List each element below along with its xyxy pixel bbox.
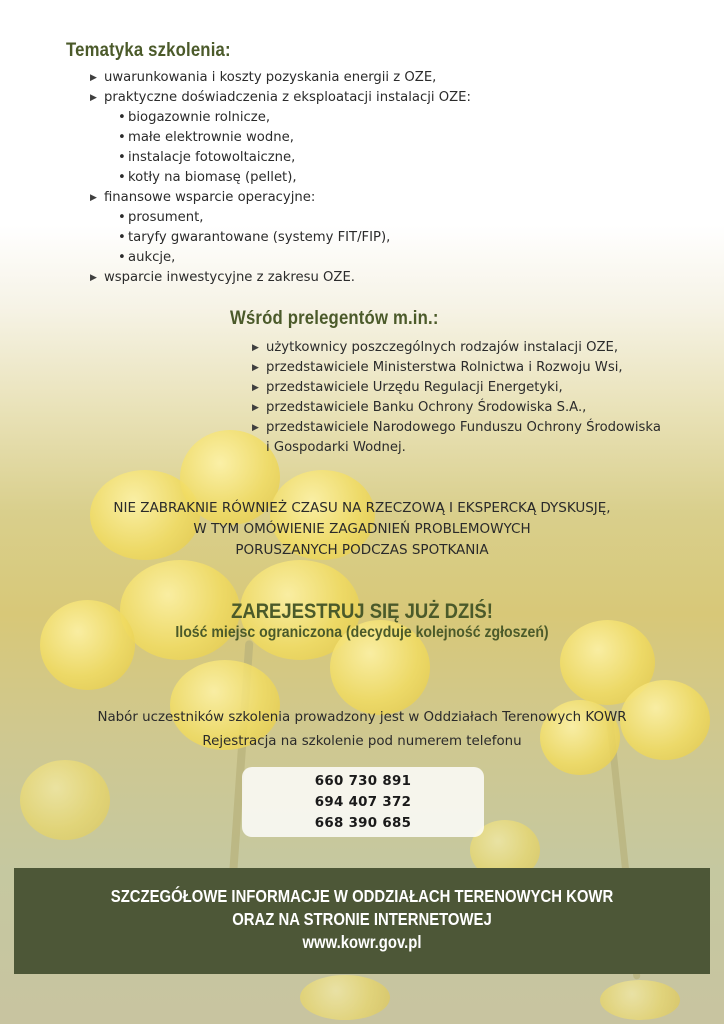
triangle-right-icon: ▶: [252, 423, 259, 433]
triangle-right-icon: ▶: [90, 93, 97, 103]
triangle-right-icon: ▶: [252, 403, 259, 413]
list-item: • kotły na biomasę (pellet),: [90, 168, 471, 188]
bullet-icon: •: [118, 110, 126, 125]
triangle-right-icon: ▶: [90, 193, 97, 203]
phone-number[interactable]: 660 730 891: [314, 774, 412, 789]
registration-info: Nabór uczestników szkolenia prowadzony jest w Oddziałach Terenowych KOWR Rejestracja na szkolenie pod numerem telefonu: [97, 710, 627, 749]
list-item: • instalacje fotowoltaiczne,: [90, 148, 471, 168]
bullet-icon: •: [118, 150, 126, 165]
registration-title: ZAREJESTRUJ SIĘ JUŻ DZIŚ!: [231, 600, 493, 623]
phone-number[interactable]: 668 390 685: [314, 816, 412, 831]
bullet-icon: •: [118, 210, 126, 225]
list-item: ▶ przedstawiciele Narodowego Funduszu Ochrony Środowiska: [252, 418, 661, 438]
list-item: • aukcje,: [90, 248, 471, 268]
website-link[interactable]: www.kowr.gov.pl: [302, 932, 422, 952]
list-item: ▶ przedstawiciele Urzędu Regulacji Energetyki,: [252, 378, 661, 398]
list-item: • prosument,: [90, 208, 471, 228]
triangle-right-icon: ▶: [252, 343, 259, 353]
list-item: i Gospodarki Wodnej.: [266, 440, 406, 455]
list-item: ▶ uwarunkowania i koszty pozyskania energii z OZE,: [90, 68, 471, 88]
footer-banner: [14, 868, 710, 974]
list-item: ▶ użytkownicy poszczególnych rodzajów instalacji OZE,: [252, 338, 661, 358]
list-item: ▶ finansowe wsparcie operacyjne:: [90, 188, 471, 208]
topics-heading: Tematyka szkolenia:: [66, 40, 231, 61]
topics-list: [90, 68, 471, 288]
bullet-icon: •: [118, 230, 126, 245]
phone-numbers-box: [242, 767, 484, 837]
bullet-icon: •: [118, 250, 126, 265]
registration-subtitle: Ilość miejsc ograniczona (decyduje kolejność zgłoszeń): [175, 624, 549, 641]
bullet-icon: •: [118, 170, 126, 185]
footer-line: ORAZ NA STRONIE INTERNETOWEJ: [232, 909, 492, 929]
triangle-right-icon: ▶: [90, 273, 97, 283]
list-item: ▶ przedstawiciele Ministerstwa Rolnictwa i Rozwoju Wsi,: [252, 358, 661, 378]
triangle-right-icon: ▶: [90, 73, 97, 83]
speakers-list: [252, 338, 661, 458]
bullet-icon: •: [118, 130, 126, 145]
footer-line: SZCZEGÓŁOWE INFORMACJE W ODDZIAŁACH TERENOWYCH KOWR: [110, 886, 614, 906]
list-item: • biogazownie rolnicze,: [90, 108, 471, 128]
list-item: ▶ przedstawiciele Banku Ochrony Środowiska S.A.,: [252, 398, 661, 418]
registration-callout: [0, 600, 724, 642]
list-item: ▶ praktyczne doświadczenia z eksploatacji instalacji OZE:: [90, 88, 471, 108]
list-item: ▶ wsparcie inwestycyjne z zakresu OZE.: [90, 268, 471, 288]
discussion-note: NIE ZABRAKNIE RÓWNIEŻ CZASU NA RZECZOWĄ I EKSPERCKĄ DYSKUSJĘ, W TYM OMÓWIENIE ZAGADNIEŃ PROBLEMOWYCH PORUSZANYCH PODCZAS SPOTKANIA: [113, 500, 611, 558]
list-item: • taryfy gwarantowane (systemy FIT/FIP),: [90, 228, 471, 248]
list-item: • małe elektrownie wodne,: [90, 128, 471, 148]
speakers-heading: Wśród prelegentów m.in.:: [230, 308, 439, 329]
triangle-right-icon: ▶: [252, 363, 259, 373]
triangle-right-icon: ▶: [252, 383, 259, 393]
phone-number[interactable]: 694 407 372: [314, 795, 412, 810]
